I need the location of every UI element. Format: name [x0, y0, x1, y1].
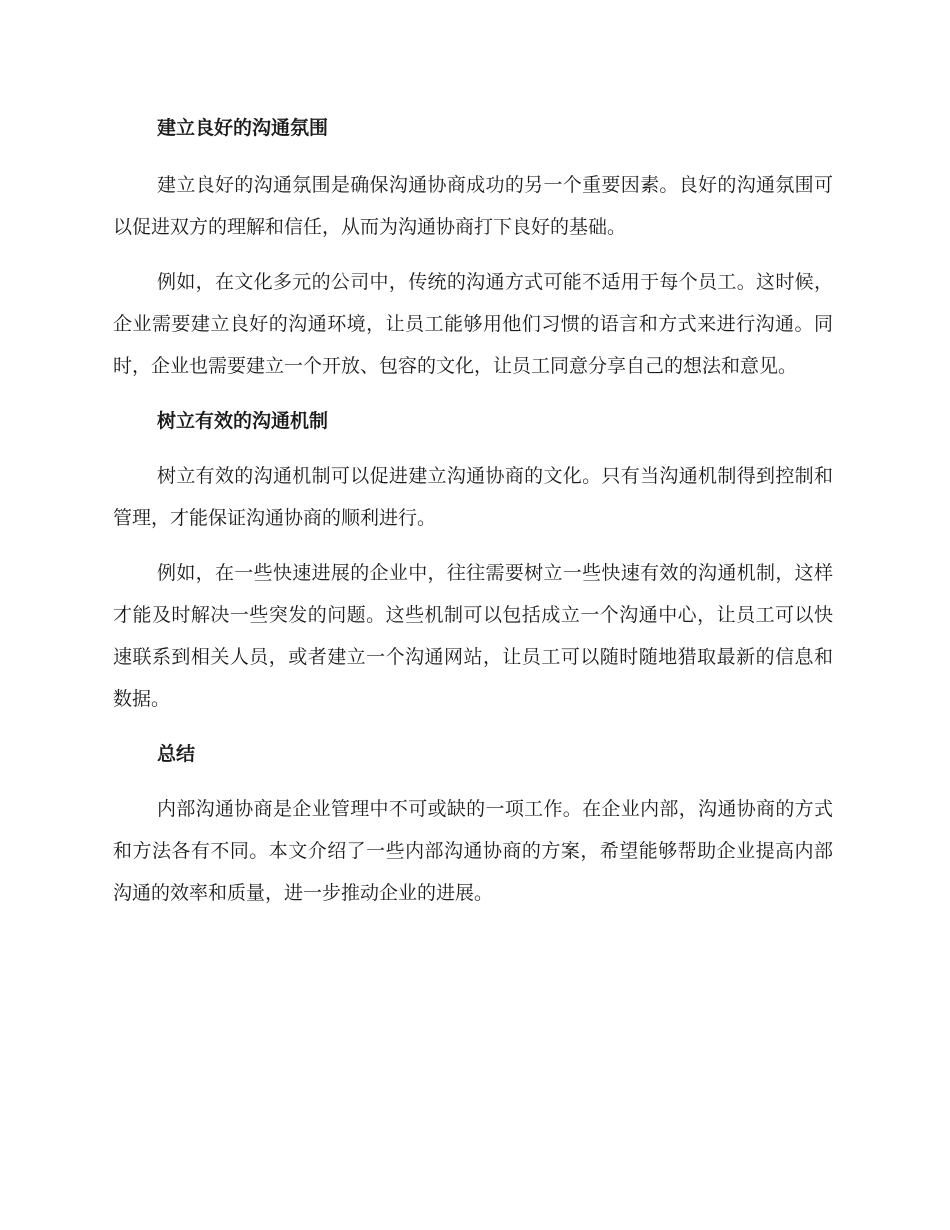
body-paragraph: 例如，在一些快速进展的企业中，往往需要树立一些快速有效的沟通机制，这样才能及时解决一些突发的问题。这些机制可以包括成立一个沟通中心，让员工可以快速联系到相关人员，或者建立一个沟通网站，让员工可以随时随地猎取最新的信息和数据。	[113, 562, 833, 710]
section-heading-summary: 总结	[157, 743, 196, 765]
body-paragraph: 建立良好的沟通氛围是确保沟通协商成功的另一个重要因素。良好的沟通氛围可以促进双方的理解和信任，从而为沟通协商打下良好的基础。	[113, 174, 833, 238]
section-heading-communication-atmosphere: 建立良好的沟通氛围	[157, 117, 329, 139]
body-paragraph: 内部沟通协商是企业管理中不可或缺的一项工作。在企业内部，沟通协商的方式和方法各有不同。本文介绍了一些内部沟通协商的方案，希望能够帮助企业提高内部沟通的效率和质量，进一步推动企业的进展。	[113, 798, 833, 904]
document-page	[113, 105, 833, 914]
section-heading-communication-mechanism: 树立有效的沟通机制	[157, 410, 329, 432]
body-paragraph: 树立有效的沟通机制可以促进建立沟通协商的文化。只有当沟通机制得到控制和管理，才能保证沟通协商的顺利进行。	[113, 465, 833, 529]
body-paragraph: 例如，在文化多元的公司中，传统的沟通方式可能不适用于每个员工。这时候，企业需要建立良好的沟通环境，让员工能够用他们习惯的语言和方式来进行沟通。同时，企业也需要建立一个开放、包容的文化，让员工同意分享自己的想法和意见。	[113, 271, 833, 377]
